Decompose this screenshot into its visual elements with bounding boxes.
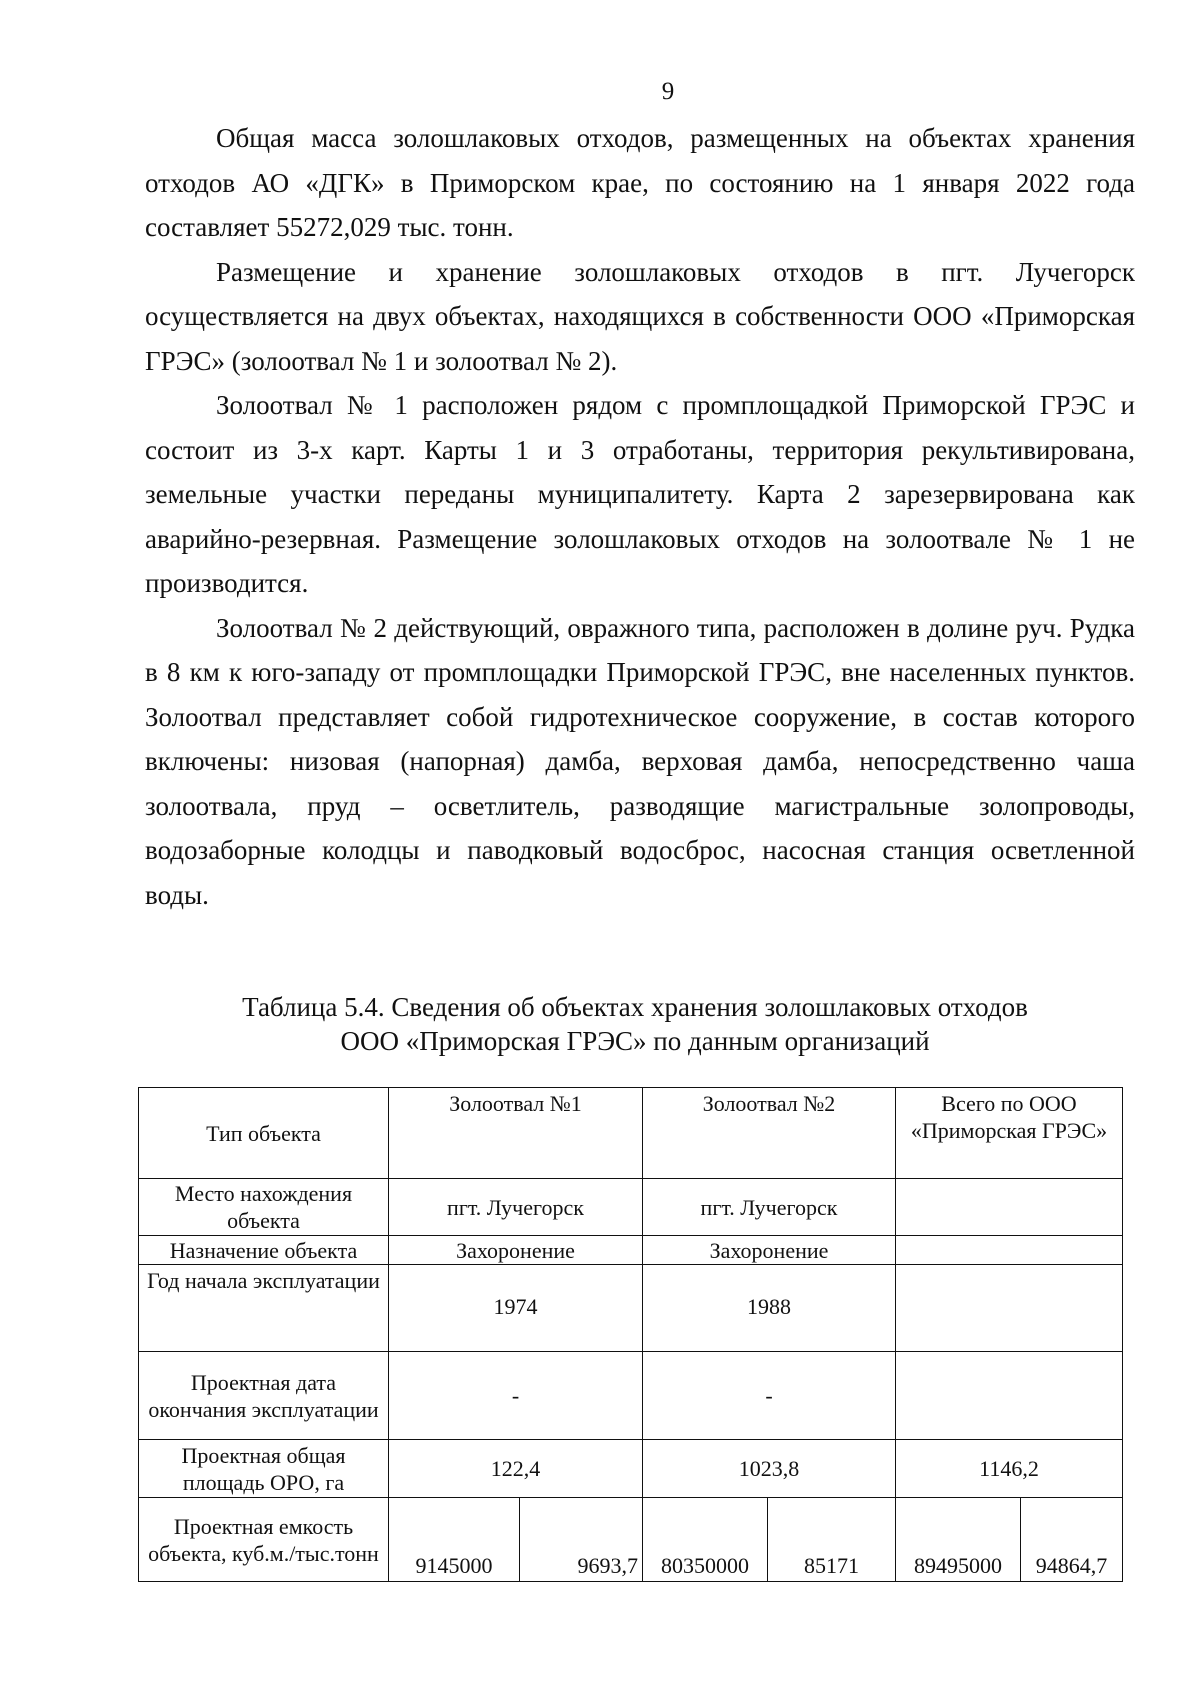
- cell-capacity-2-tons: 85171: [768, 1498, 896, 1582]
- row-label-area: Проектная общая площадь ОРО, га: [139, 1440, 389, 1498]
- cell-start-year-2: 1988: [643, 1265, 896, 1352]
- table-row-start-year: [139, 1265, 1123, 1352]
- cell-area-1: 122,4: [389, 1440, 643, 1498]
- row-label-location: Место нахождения объекта: [139, 1179, 389, 1236]
- cell-area-total: 1146,2: [896, 1440, 1123, 1498]
- cell-capacity-1-m3: 9145000: [389, 1498, 520, 1582]
- paragraph-total-mass: Общая масса золошлаковых отходов, размещенных на объектах хранения отходов АО «ДГК» в Приморском крае, по состоянию на 1 января 2022 года составляет 55272,029 тыс. тонн.: [145, 123, 1135, 242]
- page-number: 9: [661, 78, 675, 105]
- table-caption: [200, 990, 1070, 1058]
- header-ash-dump-2: Золоотвал №2: [643, 1088, 896, 1179]
- row-label-end-date: Проектная дата окончания эксплуатации: [139, 1352, 389, 1440]
- header-ash-dump-1: Золоотвал №1: [389, 1088, 643, 1179]
- cell-location-total: [896, 1179, 1123, 1236]
- header-total: Всего по ООО «Приморская ГРЭС»: [896, 1088, 1123, 1179]
- paragraph-ash-dump-2: Золоотвал № 2 действующий, овражного типа, расположен в долине руч. Рудка в 8 км к юго-западу от промплощадки Приморской ГРЭС, вне населенных пунктов. Золоотвал представляет собой гидротехническое сооружение, в состав которого включены: низовая (напорная) дамба, верховая дамба, непосредственно чаша золоотвала, пруд – осветлитель, разводящие магистральные золопроводы, водозаборные колодцы и паводковый водосброс, насосная станция осветленной воды.: [145, 612, 1135, 910]
- table-row-header: [139, 1088, 1123, 1179]
- paragraph-ash-dump-1: Золоотвал № 1 расположен рядом с промплощадкой Приморской ГРЭС и состоит из 3-х карт. Карты 1 и 3 отработаны, территория рекультивирована, земельные участки переданы муниципалитету. Карта 2 зарезервирована как аварийно-резервная. Размещение золошлаковых отходов на золоотвале № 1 не производится.: [145, 390, 1135, 598]
- ash-dump-table: [138, 1087, 1123, 1582]
- header-object-type: Тип объекта: [139, 1088, 389, 1179]
- row-label-purpose: Назначение объекта: [139, 1236, 389, 1265]
- table-row-end-date: [139, 1352, 1123, 1440]
- row-label-capacity: Проектная емкость объекта, куб.м./тыс.тонн: [139, 1498, 389, 1582]
- cell-purpose-2: Захоронение: [643, 1236, 896, 1265]
- cell-start-year-1: 1974: [389, 1265, 643, 1352]
- table-row-purpose: [139, 1236, 1123, 1265]
- cell-location-1: пгт. Лучегорск: [389, 1179, 643, 1236]
- body-text: [145, 116, 1135, 917]
- cell-capacity-total-m3: 89495000: [896, 1498, 1021, 1582]
- table-caption-line-1: Таблица 5.4. Сведения об объектах хранения золошлаковых отходов: [242, 992, 1028, 1022]
- row-label-start-year: Год начала эксплуатации: [139, 1265, 389, 1352]
- table-row-area: [139, 1440, 1123, 1498]
- cell-end-date-total: [896, 1352, 1123, 1440]
- cell-purpose-total: [896, 1236, 1123, 1265]
- cell-end-date-1: -: [389, 1352, 643, 1440]
- table-row-capacity: [139, 1498, 1123, 1582]
- cell-area-2: 1023,8: [643, 1440, 896, 1498]
- table-row-location: [139, 1179, 1123, 1236]
- cell-start-year-total: [896, 1265, 1123, 1352]
- cell-capacity-1-tons: 9693,7: [520, 1498, 643, 1582]
- cell-end-date-2: -: [643, 1352, 896, 1440]
- paragraph-placement: Размещение и хранение золошлаковых отходов в пгт. Лучегорск осуществляется на двух объектах, находящихся в собственности ООО «Приморская ГРЭС» (золоотвал № 1 и золоотвал № 2).: [145, 256, 1135, 376]
- cell-location-2: пгт. Лучегорск: [643, 1179, 896, 1236]
- cell-capacity-2-m3: 80350000: [643, 1498, 768, 1582]
- cell-capacity-total-tons: 94864,7: [1021, 1498, 1123, 1582]
- table-caption-line-2: ООО «Приморская ГРЭС» по данным организаций: [340, 1026, 930, 1056]
- cell-purpose-1: Захоронение: [389, 1236, 643, 1265]
